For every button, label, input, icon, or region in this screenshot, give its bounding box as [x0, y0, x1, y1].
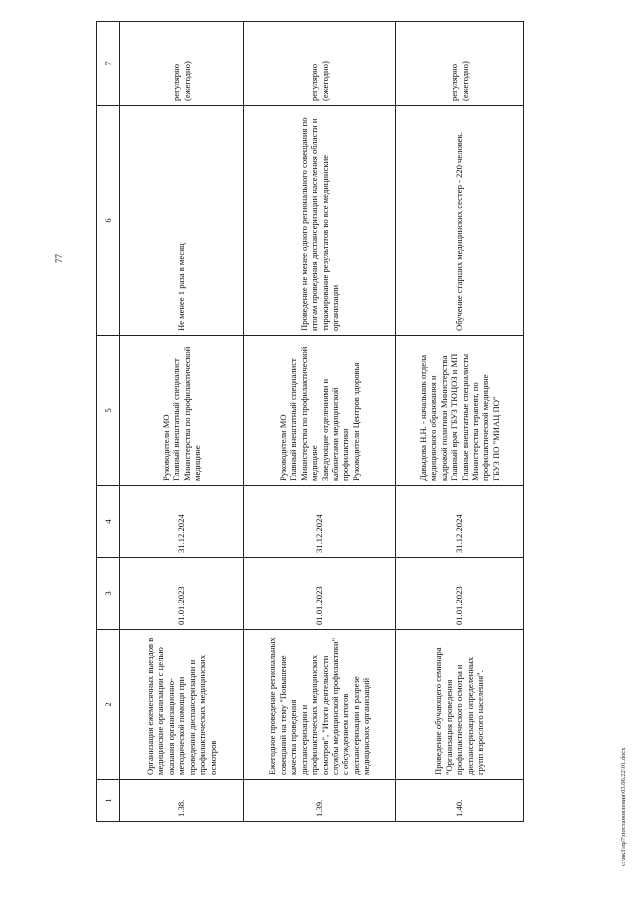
- cell-periodicity: регулярно (ежегодно): [120, 22, 244, 106]
- cell-responsible: Руководители МО Главный внештатный специалист Министерства по профилактической медицине: [120, 336, 244, 486]
- header-cell-4: 4: [97, 486, 120, 558]
- cell-start: 01.01.2023: [120, 558, 244, 630]
- cell-responsible: Руководители МО Главный внештатный специалист Министерства по профилактической медицине Заведующие отделениями и кабинетами медицинской профилактики Руководители Центров здоровья: [244, 336, 396, 486]
- table-row: [244, 22, 396, 822]
- page-number: 77: [54, 254, 64, 263]
- cell-responsible: Давыдова Н.Н. - начальник отдела медицинского образования и кадровой политики Министерства Главный врач ГБУЗ ТЮЦОЗ и МП Главные внештатные специалисты Министерства терапевт, по профилактической медицине ГБУЗ ПО "МИАЦ ПО": [396, 336, 524, 486]
- cell-periodicity: регулярно (ежегодно): [396, 22, 524, 106]
- plan-table: [96, 21, 524, 822]
- header-cell-3: 3: [97, 558, 120, 630]
- cell-periodicity: регулярно (ежегодно): [244, 22, 396, 106]
- header-cell-1: 1: [97, 780, 120, 822]
- header-cell-7: 7: [97, 22, 120, 106]
- footer-file-path: c:\ик3\пр7\постановления\03.06.22\01.docx: [620, 747, 627, 866]
- cell-start: 01.01.2023: [396, 558, 524, 630]
- header-cell-2: 2: [97, 630, 120, 780]
- cell-event: Ежегодное проведение региональных совещаний на тему "Повышение качества проведения диспансеризации и профилактических медицинских осмотров", "Итоги деятельности службы медицинской профилактики" с обсуждением итогов диспансеризации в разрезе медицинских организаций: [244, 630, 396, 780]
- cell-result: Проведение не менее одного регионального совещания по итогам проведения диспансеризации населения области и тиражирование результатов во все медицинские организации: [244, 106, 396, 336]
- cell-event: Проведение обучающего семинара "Организация проведения профилактического осмотра и диспансеризации определенных групп взрослого населения".: [396, 630, 524, 780]
- cell-result: Не менее 1 раза в месяц: [120, 106, 244, 336]
- table-row: [396, 22, 524, 822]
- cell-start: 01.01.2023: [244, 558, 396, 630]
- cell-num: 1.40.: [396, 780, 524, 822]
- cell-end: 31.12.2024: [396, 486, 524, 558]
- cell-num: 1.39.: [244, 780, 396, 822]
- cell-end: 31.12.2024: [120, 486, 244, 558]
- cell-result: Обучение старших медицинских сестер - 220 человек.: [396, 106, 524, 336]
- cell-end: 31.12.2024: [244, 486, 396, 558]
- header-cell-5: 5: [97, 336, 120, 486]
- header-cell-6: 6: [97, 106, 120, 336]
- cell-event: Организация ежемесячных выездов в медицинские организации с целью оказания организационно-методической помощи при проведении диспансеризации и профилактических медицинских осмотров: [120, 630, 244, 780]
- table-header-row: [97, 22, 120, 822]
- cell-num: 1.38.: [120, 780, 244, 822]
- table-row: [120, 22, 244, 822]
- plan-table-rotated: [96, 22, 522, 822]
